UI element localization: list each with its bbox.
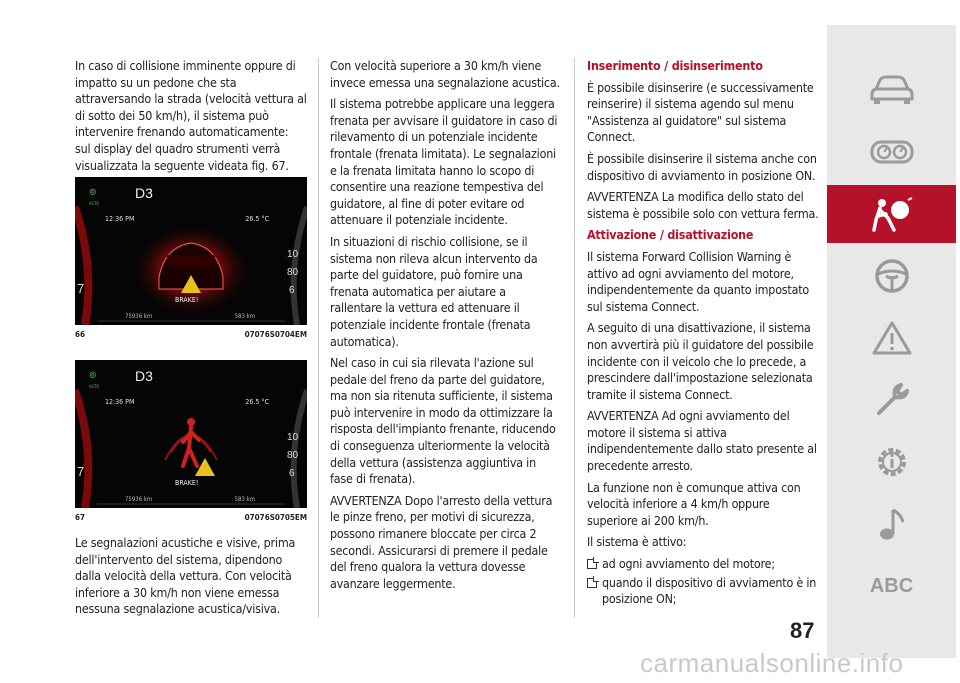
- clock-readout: 12:36 PM: [105, 398, 135, 406]
- col3-paragraph-6: AVVERTENZA Ad ogni avviamento del motore il sistema si attiva indipendentemente dallo stato presente al precedente arresto.: [587, 408, 817, 474]
- svg-text:80: 80: [287, 267, 299, 278]
- col3-paragraph-3: AVVERTENZA La modifica dello stato del sistema è possibile solo con vettura ferma.: [587, 189, 819, 221]
- auto-hold-icon: ⊚: [89, 187, 97, 198]
- svg-text:10: 10: [287, 249, 299, 260]
- bullet-square-icon: [587, 559, 597, 569]
- clock-readout: 12:36 PM: [105, 215, 135, 223]
- chapter-sidebar: [827, 25, 956, 658]
- col3-paragraph-7: La funzione non è comunque attiva con velocità inferiore a 4 km/h oppure superiore ai 200 km/h.: [587, 479, 801, 528]
- bullet-text: quando il dispositivo di avviamento è in posizione ON;: [602, 574, 817, 607]
- sidebar-item-dashboard[interactable]: [827, 123, 956, 181]
- range-readout: 583 km: [234, 313, 255, 320]
- auto-hold-icon: ⊚: [89, 370, 97, 381]
- page-number: 87: [790, 618, 815, 643]
- figure-number: 67: [75, 513, 86, 522]
- watermark-text: carmanualsonline.info: [640, 648, 904, 678]
- col3-paragraph-1: È possibile disinserire (e successivamente reinserire) il sistema agendo sul menu "Assistenza al guidatore" sul sistema Connect.: [587, 79, 814, 145]
- bullet-item: [587, 556, 819, 573]
- steering-wheel-icon: [874, 258, 910, 294]
- col3-paragraph-8: Il sistema è attivo:: [587, 534, 687, 550]
- auto-label: AUTO: [89, 384, 100, 389]
- brake-warning-text: BRAKE!: [175, 296, 199, 304]
- bullet-item: [587, 575, 819, 608]
- sidebar-item-car[interactable]: [827, 61, 956, 119]
- svg-text:6: 6: [289, 285, 295, 296]
- column-1-bottom: [75, 535, 307, 623]
- sidebar-item-index[interactable]: [827, 557, 956, 615]
- airbag-safety-icon: [870, 196, 914, 232]
- svg-text:10: 10: [287, 432, 299, 443]
- col2-paragraph-2: Il sistema potrebbe applicare una leggera frenata per avvisare il guidatore in caso di rilevamento di un potenziale incidente frontale (frenata limitata). Le segnalazioni e la frenata limitata hanno lo scopo di consentire una reazione tempestiva del guidatore, al fine di poter evitare od attenuare il potenziale incidente.: [330, 96, 558, 228]
- figure-number: 66: [75, 330, 86, 339]
- column-3: [587, 58, 819, 610]
- col1-paragraph-1: In caso di collisione imminente oppure di impatto su un pedone che sta attraversando la strada (velocità vettura al di sotto dei 50 km/h), il sistema può intervenire frenando automaticamente: sul display del quadro strumenti verrà visualizzata la seguente videata fig. 67.: [75, 58, 307, 173]
- wrench-icon: [873, 381, 911, 419]
- gear-info-icon: [873, 443, 911, 481]
- temperature-readout: 26.5 °C: [245, 398, 269, 406]
- col3-paragraph-2: È possibile disinserire il sistema anche con dispositivo di avviamento in posizione ON.: [587, 150, 817, 183]
- range-readout: 583 km: [234, 496, 255, 503]
- figure-67-caption: [75, 513, 307, 522]
- sidebar-item-multimedia[interactable]: [827, 495, 956, 553]
- col2-paragraph-4: Nel caso in cui sia rilevata l'azione sul pedale del freno da parte del guidatore, ma non sia ritenuta sufficiente, il sistema può intervenire in modo da ottimizzare la risposta dell'impianto frenante, riducendo di conseguenza ulteriormente la velocità della vettura (assistenza aggiuntiva in fase di frenata).: [330, 355, 556, 487]
- column-1: [75, 58, 307, 179]
- figure-code: 07076S0705EM: [244, 513, 307, 522]
- section-heading-insertion: Inserimento / disinserimento: [587, 58, 763, 73]
- warning-triangle-icon: [872, 320, 912, 356]
- svg-text:6: 6: [289, 468, 295, 479]
- sidebar-item-maintenance[interactable]: [827, 371, 956, 429]
- svg-text:7: 7: [77, 281, 85, 296]
- sidebar-item-safety[interactable]: [827, 185, 956, 243]
- bullet-text: ad ogni avviamento del motore;: [602, 556, 775, 572]
- sidebar-item-warnings[interactable]: [827, 309, 956, 367]
- odometer-readout: 75936 km: [125, 313, 153, 320]
- column-divider: [318, 58, 319, 618]
- brake-warning-text: BRAKE!: [175, 479, 199, 487]
- col2-paragraph-1: Con velocità superiore a 30 km/h viene invece emessa una segnalazione acustica.: [330, 58, 560, 90]
- figure-67-dashboard: [75, 360, 307, 508]
- column-divider: [574, 58, 575, 618]
- svg-text:7: 7: [77, 464, 85, 479]
- col1-paragraph-2: Le segnalazioni acustiche e visive, prima dell'intervento del sistema, dipendono dalla velocità della vettura. Con velocità inferiore a 30 km/h non viene emessa nessuna segnalazione acustica/visiva.: [75, 535, 296, 617]
- car-icon: [870, 75, 914, 105]
- gear-indicator: D3: [135, 368, 153, 384]
- auto-label: AUTO: [89, 201, 100, 206]
- dashboard-gauges-icon: [870, 138, 914, 166]
- figure-66-caption: [75, 330, 307, 339]
- figure-66-dashboard: [75, 177, 307, 325]
- temperature-readout: 26.5 °C: [245, 215, 269, 223]
- col3-paragraph-4: Il sistema Forward Collision Warning è attivo ad ogni avviamento del motore, indipendentemente da quanto impostato sul sistema Connect.: [587, 248, 810, 314]
- col2-paragraph-5: AVVERTENZA Dopo l'arresto della vettura le pinze freno, per motivi di sicurezza, possono rimanere bloccate per circa 2 secondi. Assicurarsi di premere il pedale del freno qualora la vettura dovesse avanzare leggermente.: [330, 492, 553, 591]
- abc-index-label: ABC: [869, 574, 914, 597]
- music-note-icon: [877, 506, 907, 542]
- sidebar-item-technical-data[interactable]: [827, 433, 956, 491]
- odometer-readout: 75936 km: [125, 496, 153, 503]
- col2-paragraph-3: In situazioni di rischio collisione, se il sistema non rileva alcun intervento da parte del guidatore, può fornire una frenata automatica per aiutare a rallentare la vettura ed attenuare il potenziale incidente frontale (frenata automatica).: [330, 233, 538, 349]
- figure-code: 07076S0704EM: [244, 330, 307, 339]
- col3-paragraph-5: A seguito di una disattivazione, il sistema non avvertirà più il guidatore del possibile incidente con il veicolo che lo precede, a prescindere dall'impostazione selezionata tramite il sistema Connect.: [587, 320, 814, 402]
- column-2: [330, 58, 560, 597]
- section-heading-activation: Attivazione / disattivazione: [587, 227, 754, 243]
- gear-indicator: D3: [135, 185, 153, 201]
- svg-text:80: 80: [287, 450, 299, 461]
- sidebar-item-steering[interactable]: [827, 247, 956, 305]
- bullet-square-icon: [587, 578, 597, 588]
